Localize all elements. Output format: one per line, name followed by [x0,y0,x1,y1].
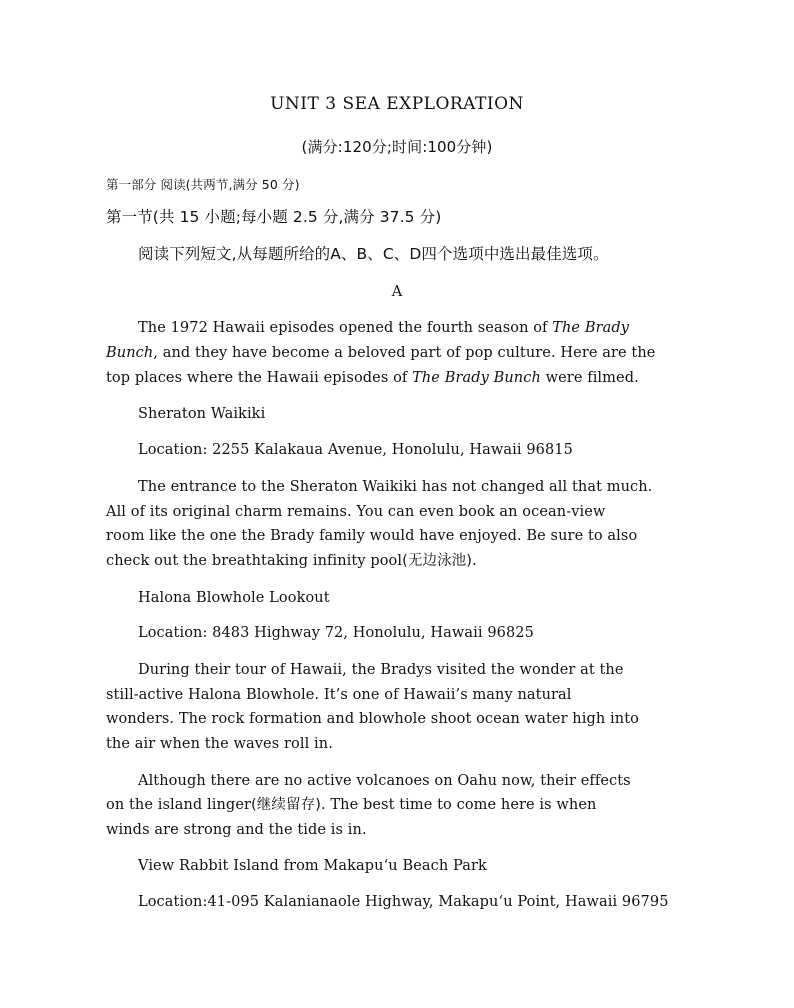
place-2-location: Location: 8483 Highway 72, Honolulu, Hawaii 96825 [138,625,534,641]
place-2-line-2: still-active Halona Blowhole. It’s one of Hawaii’s many natural [106,687,572,703]
passage-letter: A [391,284,403,300]
chinese-gloss: (继续留存) [251,797,321,813]
place-2-line-4: the air when the waves roll in. [106,736,333,752]
show-title: The Brady [552,320,630,336]
instruction-text: 阅读下列短文,从每题所给的A、B、C、D四个选项中选出最佳选项。 [138,245,609,263]
place-1-line-1: The entrance to the Sheraton Waikiki has not changed all that much. [138,479,653,495]
place-1-name: Sheraton Waikiki [138,406,266,422]
place-2-line-1: During their tour of Hawaii, the Bradys visited the wonder at the [138,662,624,678]
place-1-line-4: check out the breathtaking infinity pool(无边泳池). [106,553,477,569]
show-title: Bunch [106,345,154,361]
place-1-location: Location: 2255 Kalakaua Avenue, Honolulu, Hawaii 96815 [138,442,573,458]
place-2-para2-line-3: winds are strong and the tide is in. [106,822,367,838]
show-title: The Brady Bunch [412,370,541,386]
place-2-para2-line-2: on the island linger(继续留存). The best time to come here is when [106,797,597,813]
chinese-gloss: (无边泳池) [402,553,473,569]
place-2-line-3: wonders. The rock formation and blowhole shoot ocean water high into [106,711,639,727]
place-3-name: View Rabbit Island from Makapu‘u Beach Park [138,858,487,874]
intro-line-2: Bunch, and they have become a beloved part of pop culture. Here are the [106,345,656,361]
place-1-line-2: All of its original charm remains. You can even book an ocean-view [106,504,606,520]
part-heading: 第一部分 阅读(共两节,满分 50 分) [106,177,300,192]
intro-line-3: top places where the Hawaii episodes of The Brady Bunch were filmed. [106,370,639,386]
section-heading: 第一节(共 15 小题;每小题 2.5 分,满分 37.5 分) [106,208,442,226]
place-3-location: Location:41-095 Kalanianaole Highway, Makapu‘u Point, Hawaii 96795 [138,894,669,910]
place-1-line-3: room like the one the Brady family would have enjoyed. Be sure to also [106,528,638,544]
intro-line-1: The 1972 Hawaii episodes opened the fourth season of The Brady [138,320,630,336]
page-title: UNIT 3 SEA EXPLORATION [270,94,524,114]
place-2-para2-line-1: Although there are no active volcanoes on Oahu now, their effects [138,773,631,789]
place-2-name: Halona Blowhole Lookout [138,590,330,606]
score-time-info: (满分:120分;时间:100分钟) [301,138,493,156]
